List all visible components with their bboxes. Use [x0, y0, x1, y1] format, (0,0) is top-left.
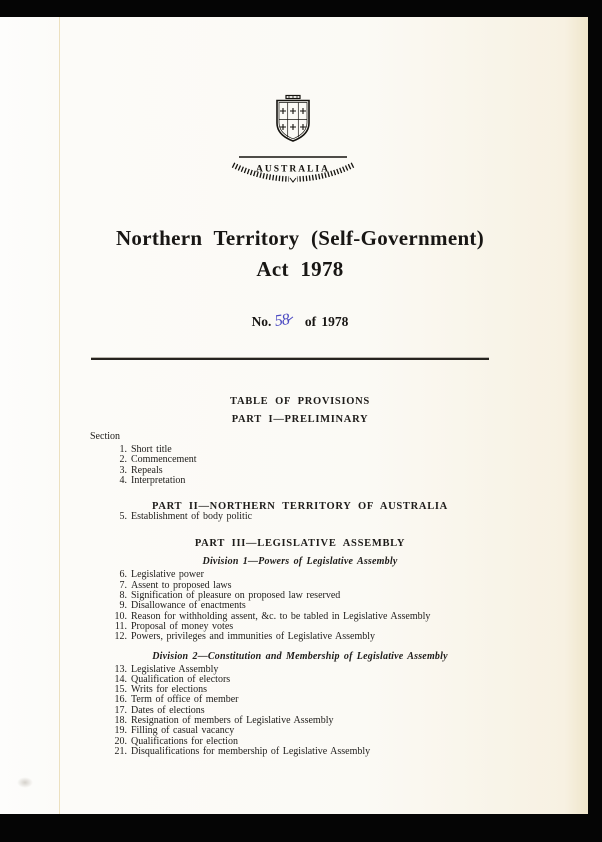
horizontal-rule	[91, 357, 489, 360]
toc-item-label: Interpretation	[131, 474, 186, 486]
act-title	[12, 223, 588, 285]
toc-title: TABLE OF PROVISIONS	[230, 396, 370, 407]
toc-item-number: 14.	[114, 673, 127, 685]
toc-item-number: 15.	[114, 684, 127, 696]
table-of-provisions	[90, 396, 510, 757]
act-title-line2: Act 1978	[256, 257, 344, 281]
seven-pointed-star-icon	[285, 78, 301, 93]
division1-items	[90, 570, 510, 642]
toc-item-number: 17.	[114, 704, 127, 716]
toc-item-number: 13.	[114, 663, 127, 675]
toc-item-number: 21.	[114, 745, 127, 757]
toc-item-number: 5.	[119, 511, 127, 523]
toc-item-number: 6.	[119, 569, 127, 581]
toc-item-label: Qualification of electors	[131, 673, 231, 685]
toc-item-label: Legislative Assembly	[131, 663, 219, 675]
part2-heading: PART II—NORTHERN TERRITORY OF AUSTRALIA	[152, 501, 448, 513]
toc-item-label: Qualifications for election	[131, 735, 238, 747]
australian-coat-of-arms	[223, 77, 363, 195]
toc-item-label: Term of office of member	[131, 694, 239, 706]
section-label: Section	[90, 431, 120, 442]
toc-item-label: Writs for elections	[131, 684, 208, 696]
toc-item-number: 8.	[119, 590, 127, 602]
toc-item-number: 18.	[114, 715, 127, 727]
toc-item-number: 9.	[119, 600, 127, 612]
toc-item-number: 16.	[114, 694, 127, 706]
scan-smudge	[17, 777, 33, 788]
toc-item-label: Establishment of body politic	[131, 511, 253, 523]
toc-item-number: 10.	[114, 610, 127, 622]
part3-heading: PART III—LEGISLATIVE ASSEMBLY	[194, 538, 406, 550]
act-number-suffix: of 1978	[304, 314, 349, 329]
toc-item-number: 12.	[114, 631, 127, 643]
toc-item-label: Proposal of money votes	[131, 620, 234, 632]
toc-item	[90, 747, 510, 757]
act-title-line1: Northern Territory (Self-Government)	[115, 226, 485, 250]
emblem-country-label: AUSTRALIA	[256, 164, 330, 175]
document-page	[0, 17, 588, 814]
toc-item-number: 2.	[119, 454, 127, 466]
division1-heading: Division 1—Powers of Legislative Assembly	[202, 556, 398, 568]
toc-item-label: Disallowance of enactments	[131, 600, 246, 612]
toc-item-label: Disqualifications for membership of Legislative Assembly	[131, 745, 371, 757]
act-number-prefix: No.	[251, 314, 272, 329]
toc-item-number: 1.	[119, 444, 127, 455]
toc-item-label: Filling of casual vacancy	[131, 725, 235, 737]
toc-item-label: Resignation of members of Legislative Assembly	[131, 715, 334, 727]
toc-item-label: Signification of pleasure on proposed law reserved	[131, 590, 341, 602]
toc-item-label: Commencement	[131, 454, 197, 466]
toc-item-label: Short title	[131, 444, 172, 455]
part1-heading: PART I—PRELIMINARY	[231, 414, 369, 425]
toc-item	[90, 476, 510, 486]
toc-item-label: Assent to proposed laws	[131, 579, 232, 591]
toc-item-number: 4.	[119, 474, 127, 486]
toc-item-label: Reason for withholding assent, &c. to be tabled in Legislative Assembly	[131, 610, 431, 622]
kangaroo-icon	[233, 85, 270, 156]
emu-icon	[318, 87, 349, 157]
toc-item-number: 11.	[114, 620, 127, 632]
toc-item-number: 20.	[114, 735, 127, 747]
toc-item-number: 7.	[119, 579, 127, 591]
act-number-line	[12, 311, 588, 331]
part2-items	[90, 512, 510, 522]
part1-items	[90, 445, 510, 486]
toc-item-number: 19.	[114, 725, 127, 737]
toc-item-label: Powers, privileges and immunities of Legislative Assembly	[131, 631, 376, 643]
toc-item-label: Dates of elections	[131, 704, 205, 716]
toc-item	[90, 632, 510, 642]
toc-item	[90, 512, 510, 522]
toc-item-number: 3.	[119, 464, 127, 476]
handwritten-act-number: 58	[273, 311, 291, 331]
toc-item-label: Repeals	[131, 464, 163, 476]
division2-items	[90, 665, 510, 758]
division2-heading: Division 2—Constitution and Membership of Legislative Assembly	[152, 650, 448, 662]
shield-icon	[277, 101, 309, 142]
page-crease	[59, 17, 60, 814]
toc-item-label: Legislative power	[131, 569, 204, 581]
